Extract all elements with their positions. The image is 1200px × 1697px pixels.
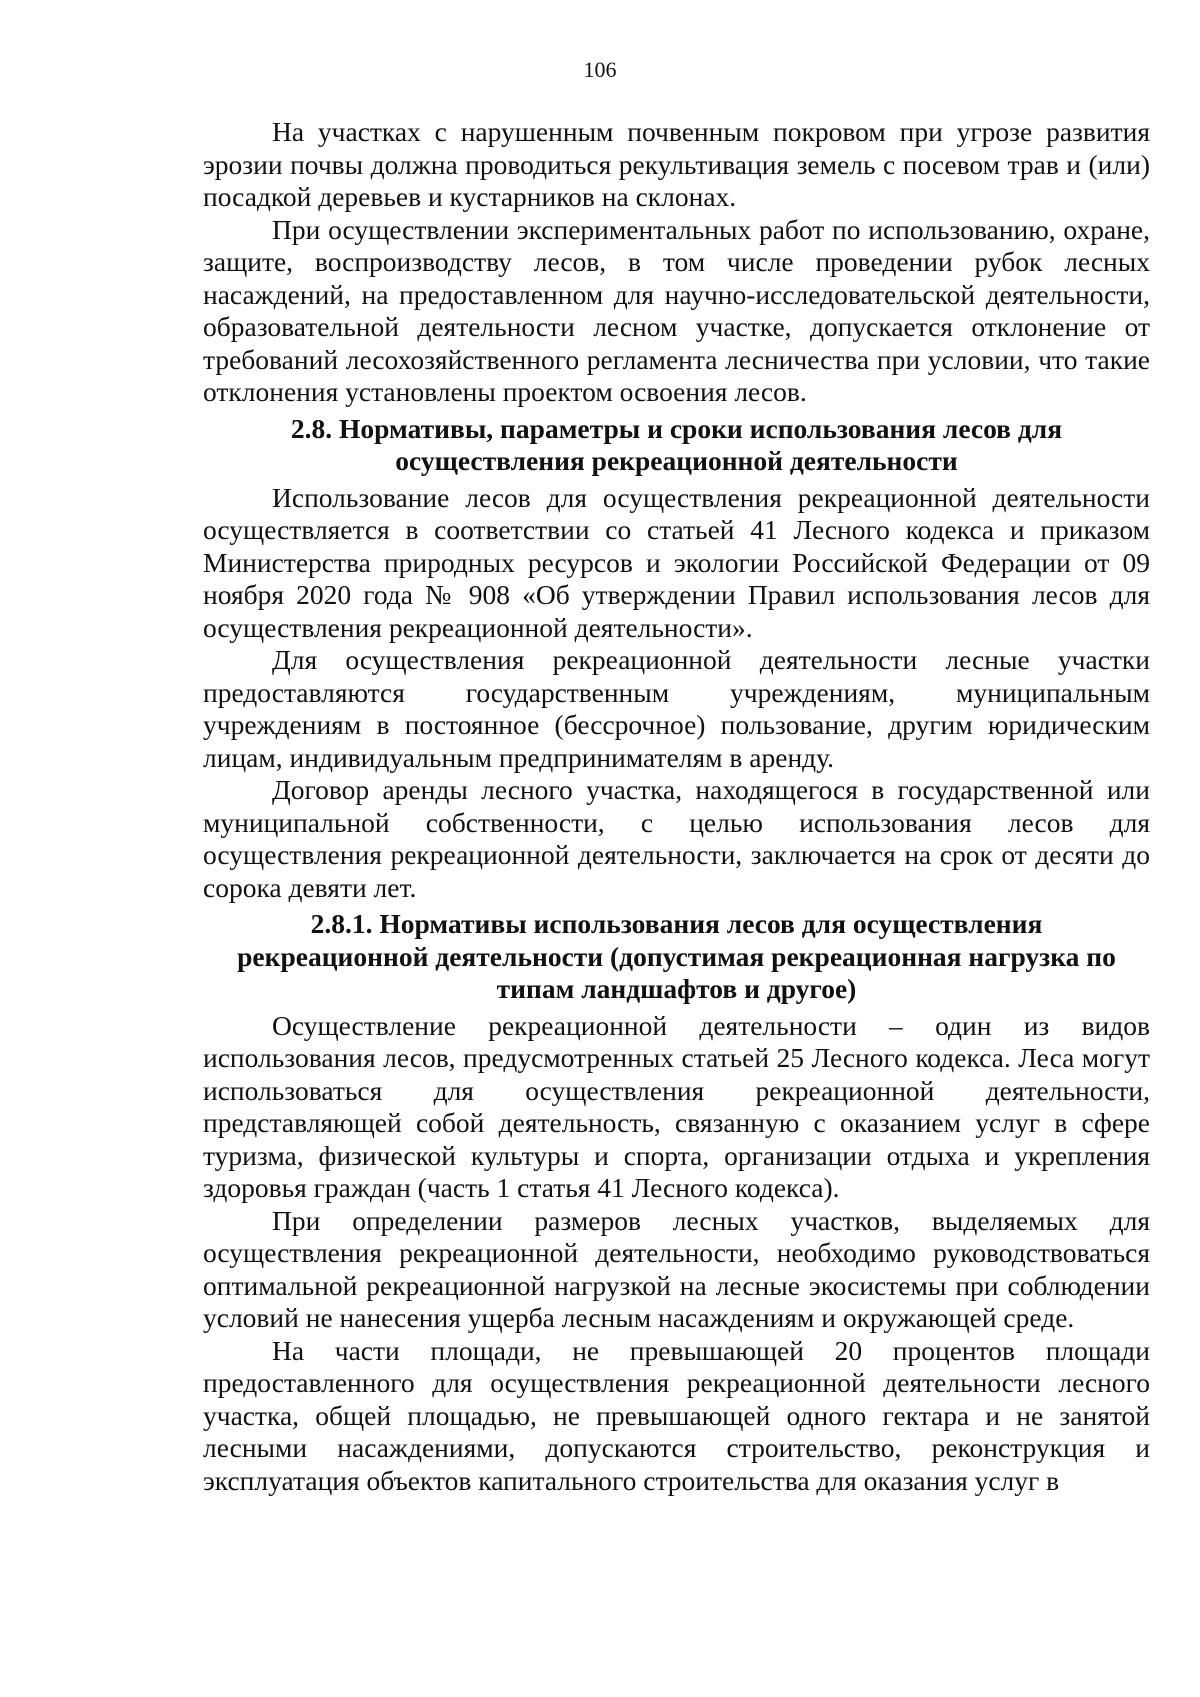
heading-line: 2.8.1. Нормативы использования лесов для осуществления — [310, 908, 1043, 939]
paragraph: На участках с нарушенным почвенным покровом при угрозе развития эрозии почвы должна проводиться рекультивация земель с посевом трав и (или) посадкой деревьев и кустарников на склонах. — [203, 116, 1150, 212]
paragraph: На части площади, не превышающей 20 процентов площади предоставленного для осуществления рекреационной деятельности лесного участка, общей площадью, не превышающей одного гектара и не занятой лесными насаждениями, допускаются строительство, реконструкция и эксплуатация объектов капитального строительства для оказания услуг в — [203, 1334, 1150, 1496]
paragraph: При осуществлении экспериментальных работ по использованию, охране, защите, воспроизводству лесов, в том числе проведении рубок лесных насаждений, на предоставленном для научно-исследовательской деятельности, образовательной деятельности лесном участке, допускается отклонение от требований лесохозяйственного регламента лесничества при условии, что такие отклонения установлены проектом освоения лесов. — [203, 213, 1150, 407]
paragraph: Договор аренды лесного участка, находящегося в государственной или муниципальной собственности, с целью использования лесов для осуществления рекреационной деятельности, заключается на срок от десяти до сорока девяти лет. — [203, 774, 1150, 903]
paragraph: Использование лесов для осуществления рекреационной деятельности осуществляется в соответствии со статьей 41 Лесного кодекса и приказом Министерства природных ресурсов и экологии Российской Федерации от 09 ноября 2020 года № 908 «Об утверждении Правил использования лесов для осуществления рекреационной деятельности». — [203, 481, 1150, 643]
heading-line: рекреационной деятельности (допустимая рекреационная нагрузка по — [237, 940, 1116, 972]
section-heading-2-8-1 — [203, 908, 1150, 1006]
heading-line: 2.8. Нормативы, параметры и сроки использования лесов для — [290, 412, 1063, 444]
paragraph: Для осуществления рекреационной деятельности лесные участки предоставляются государственным учреждениям, муниципальным учреждениям в постоянное (бессрочное) пользование, другим юридическим лицам, индивидуальным предпринимателям в аренду. — [203, 644, 1150, 773]
section-heading-2-8 — [203, 413, 1150, 478]
page-number: 106 — [583, 57, 617, 82]
document-body — [203, 116, 1150, 1497]
heading-line: типам ландшафтов и другое) — [496, 973, 857, 1004]
heading-line: осуществления рекреационной деятельности — [395, 445, 958, 476]
paragraph: При определении размеров лесных участков, выделяемых для осуществления рекреационной деятельности, необходимо руководствоваться оптимальной рекреационной нагрузкой на лесные экосистемы при соблюдении условий не нанесения ущерба лесным насаждениям и окружающей среде. — [203, 1204, 1150, 1333]
paragraph: Осуществление рекреационной деятельности – один из видов использования лесов, предусмотренных статьей 25 Лесного кодекса. Леса могут использоваться для осуществления рекреационной деятельности, представляющей собой деятельность, связанную с оказанием услуг в сфере туризма, физической культуры и спорта, организации отдыха и укрепления здоровья граждан (часть 1 статья 41 Лесного кодекса). — [203, 1009, 1150, 1203]
